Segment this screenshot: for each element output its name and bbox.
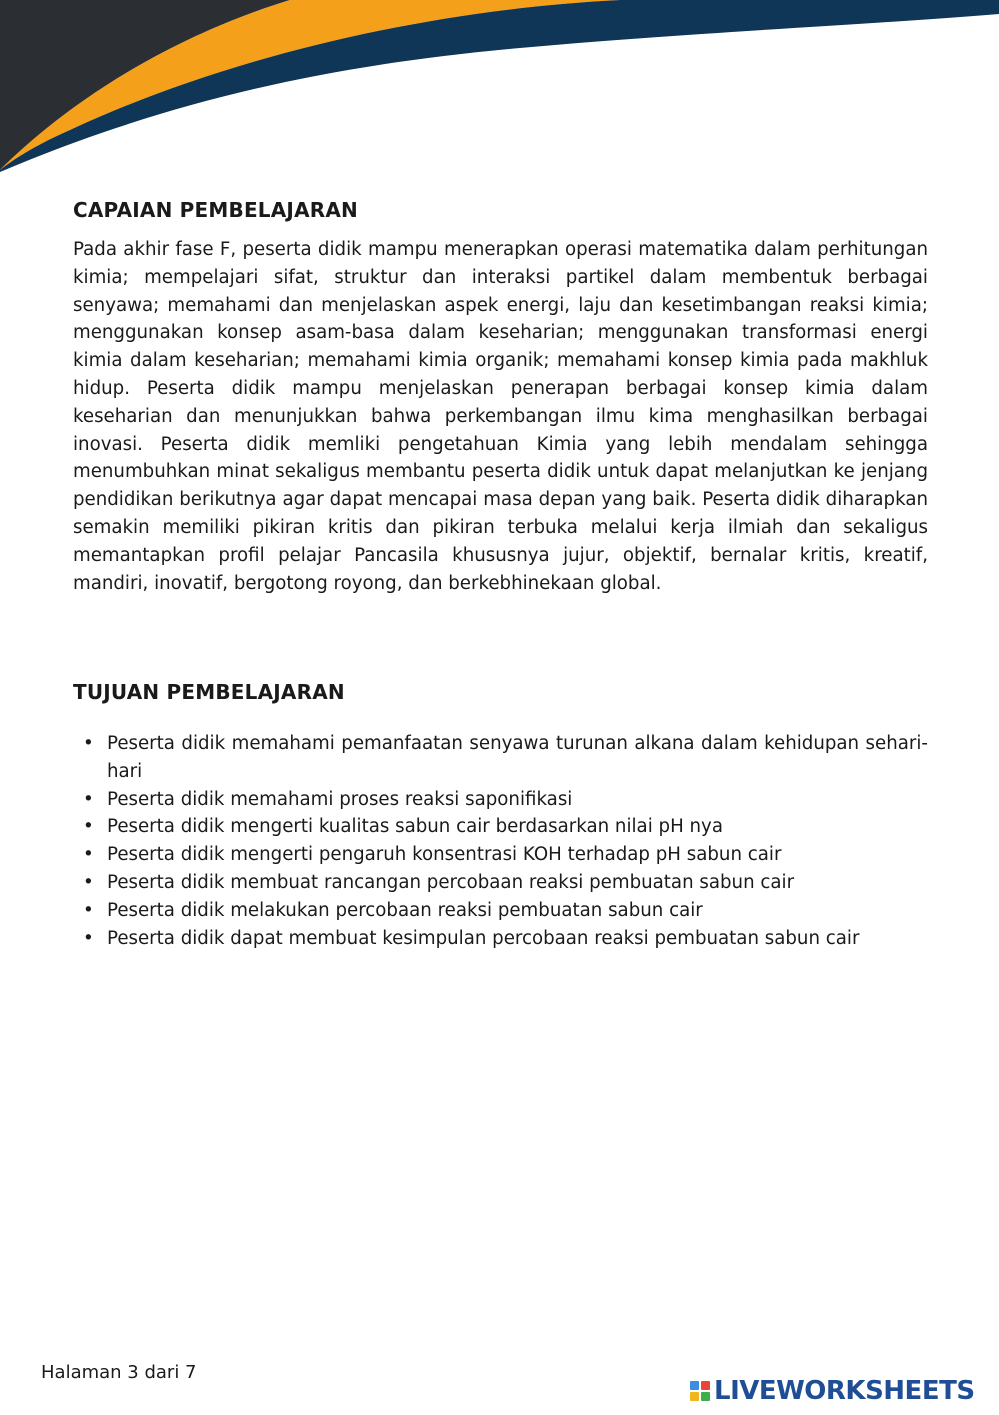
liveworksheets-logo-icon [690,1381,710,1401]
bullet-icon: • [83,788,94,810]
tujuan-list [73,730,928,952]
bullet-icon: • [83,844,94,866]
header-decoration [0,0,999,175]
bullet-icon: • [83,899,94,921]
bullet-icon: • [83,733,94,754]
list-item [73,730,928,786]
capaian-title: CAPAIAN PEMBELAJARAN [73,198,358,222]
logo-square-red [701,1381,710,1390]
list-item-text: Peserta didik dapat membuat kesimpulan percobaan reaksi pembuatan sabun cair [107,927,860,949]
list-item-text: Peserta didik mengerti kualitas sabun cair berdasarkan nilai pH nya [107,816,723,838]
logo-square-yellow [690,1392,699,1401]
list-item [73,813,928,841]
list-item [73,925,928,953]
bullet-icon: • [83,871,94,893]
list-item-text: Peserta didik memahami proses reaksi saponifikasi [107,788,573,810]
page-number: Halaman 3 dari 7 [41,1362,197,1383]
logo-square-green [701,1392,710,1401]
list-item [73,869,928,897]
bullet-icon: • [83,816,94,838]
tujuan-title: TUJUAN PEMBELAJARAN [73,680,345,704]
logo-text: LIVEWORKSHEETS [714,1376,975,1406]
bullet-icon: • [83,927,94,949]
list-item-text: Peserta didik mengerti pengaruh konsentrasi KOH terhadap pH sabun cair [107,844,782,866]
list-item [73,841,928,869]
list-item [73,786,928,814]
liveworksheets-logo[interactable] [690,1374,975,1408]
logo-square-blue [690,1381,699,1390]
list-item-text: Peserta didik membuat rancangan percobaan reaksi pembuatan sabun cair [107,871,795,893]
list-item-text: Peserta didik melakukan percobaan reaksi pembuatan sabun cair [107,899,703,921]
list-item-text: Peserta didik memahami pemanfaatan senyawa turunan alkana dalam kehidupan sehari-hari [107,733,928,782]
list-item [73,897,928,925]
capaian-body: Pada akhir fase F, peserta didik mampu menerapkan operasi matematika dalam perhitungan kimia; mempelajari sifat, struktur dan interaksi partikel dalam membentuk berbagai senyawa; memahami dan menjelaskan aspek energi, laju dan kesetimbangan reaksi kimia; menggunakan konsep asam-basa dalam keseharian; menggunakan transformasi energi kimia dalam keseharian; memahami kimia organik; memahami konsep kimia pada makhluk hidup. Peserta didik mampu menjelaskan penerapan berbagai konsep kimia dalam keseharian dan menunjukkan bahwa perkembangan ilmu kima menghasilkan berbagai inovasi. Peserta didik memliki pengetahuan Kimia yang lebih mendalam sehingga menumbuhkan minat sekaligus membantu peserta didik untuk dapat melanjutkan ke jenjang pendidikan berikutnya agar dapat mencapai masa depan yang baik. Peserta didik diharapkan semakin memiliki pikiran kritis dan pikiran terbuka melalui kerja ilmiah dan sekaligus memantapkan profil pelajar Pancasila khususnya jujur, objektif, bernalar kritis, kreatif, mandiri, inovatif, bergotong royong, dan berkebhinekaan global. [73,239,928,594]
